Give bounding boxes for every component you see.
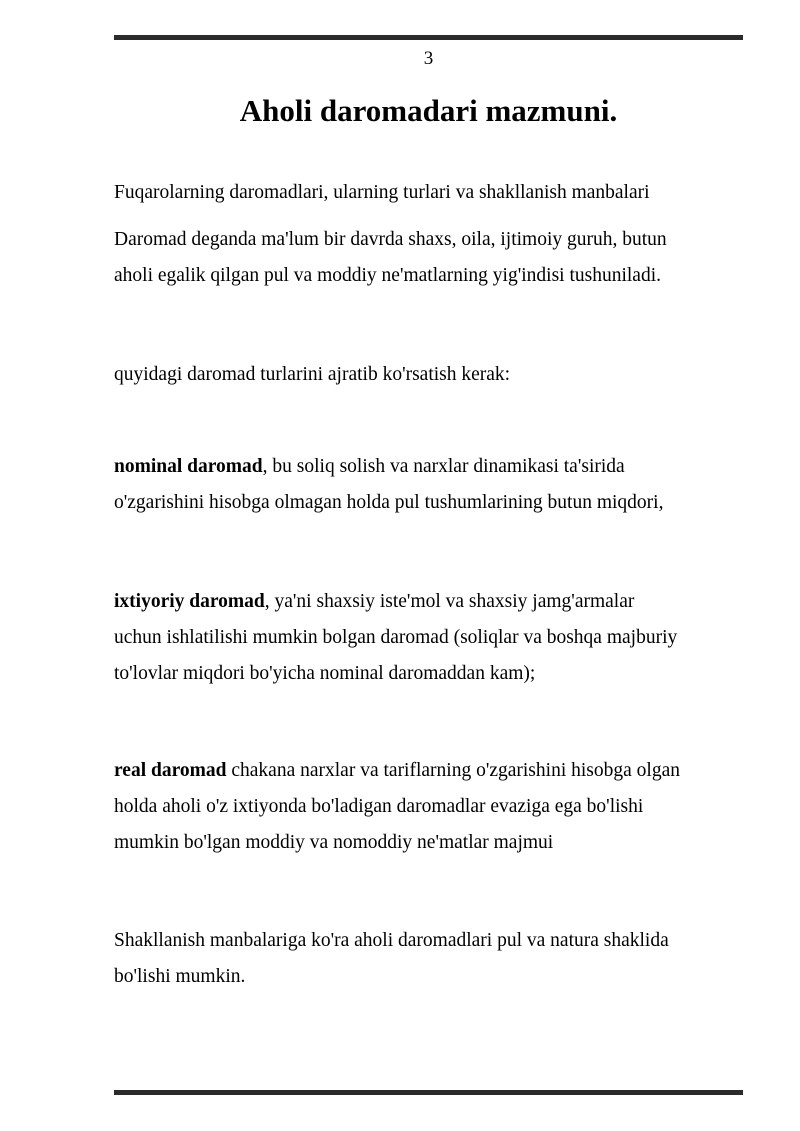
real-income-term: real daromad — [114, 760, 227, 781]
discretionary-line-2: uchun ishlatilishi mumkin bolgan daromad (soliqlar va boshqa majburiy — [114, 627, 678, 648]
sources-paragraph — [114, 923, 754, 995]
subtitle-line: Fuqarolarning daromadlari, ularning turlari va shakllanish manbalari — [114, 182, 650, 203]
discretionary-line-1-rest: , ya'ni shaxsiy iste'mol va shaxsiy jamg'armalar — [264, 591, 635, 612]
definition-paragraph — [114, 222, 754, 294]
sources-line-1: Shakllanish manbalariga ko'ra aholi daromadlari pul va natura shaklida — [114, 930, 669, 951]
discretionary-income-paragraph — [114, 584, 754, 692]
sources-line-2: bo'lishi mumkin. — [114, 966, 246, 987]
nominal-income-term: nominal daromad — [114, 456, 263, 477]
real-line-1-rest: chakana narxlar va tariflarning o'zgarishini hisobga olgan — [226, 760, 680, 781]
discretionary-income-term: ixtiyoriy daromad — [114, 591, 265, 612]
page-title: Aholi daromadari mazmuni. — [239, 93, 618, 128]
definition-line-2: aholi egalik qilgan pul va moddiy ne'matlarning yig'indisi tushuniladi. — [114, 265, 661, 286]
footer-rule — [114, 1090, 743, 1095]
intro-paragraph — [114, 357, 754, 393]
discretionary-line-1 — [114, 584, 754, 620]
real-line-1 — [114, 753, 754, 789]
nominal-line-1-rest: , bu soliq solish va narxlar dinamikasi ta'sirida — [262, 456, 625, 477]
header-rule — [114, 35, 743, 40]
real-line-3: mumkin bo'lgan moddiy va nomoddiy ne'matlar majmui — [114, 832, 554, 853]
section-subtitle — [114, 175, 754, 211]
definition-line-1: Daromad deganda ma'lum bir davrda shaxs, oila, ijtimoiy guruh, butun — [114, 229, 667, 250]
nominal-line-1 — [114, 449, 754, 485]
intro-line: quyidagi daromad turlarini ajratib ko'rsatish kerak: — [114, 364, 511, 385]
discretionary-line-3: to'lovlar miqdori bo'yicha nominal daromaddan kam); — [114, 663, 536, 684]
real-income-paragraph — [114, 753, 754, 861]
nominal-income-paragraph — [114, 449, 754, 521]
real-line-2: holda aholi o'z ixtiyonda bo'ladigan daromadlar evaziga ega bo'lishi — [114, 796, 644, 817]
nominal-line-2: o'zgarishini hisobga olmagan holda pul tushumlarining butun miqdori, — [114, 492, 664, 513]
page-number: 3 — [423, 48, 434, 69]
